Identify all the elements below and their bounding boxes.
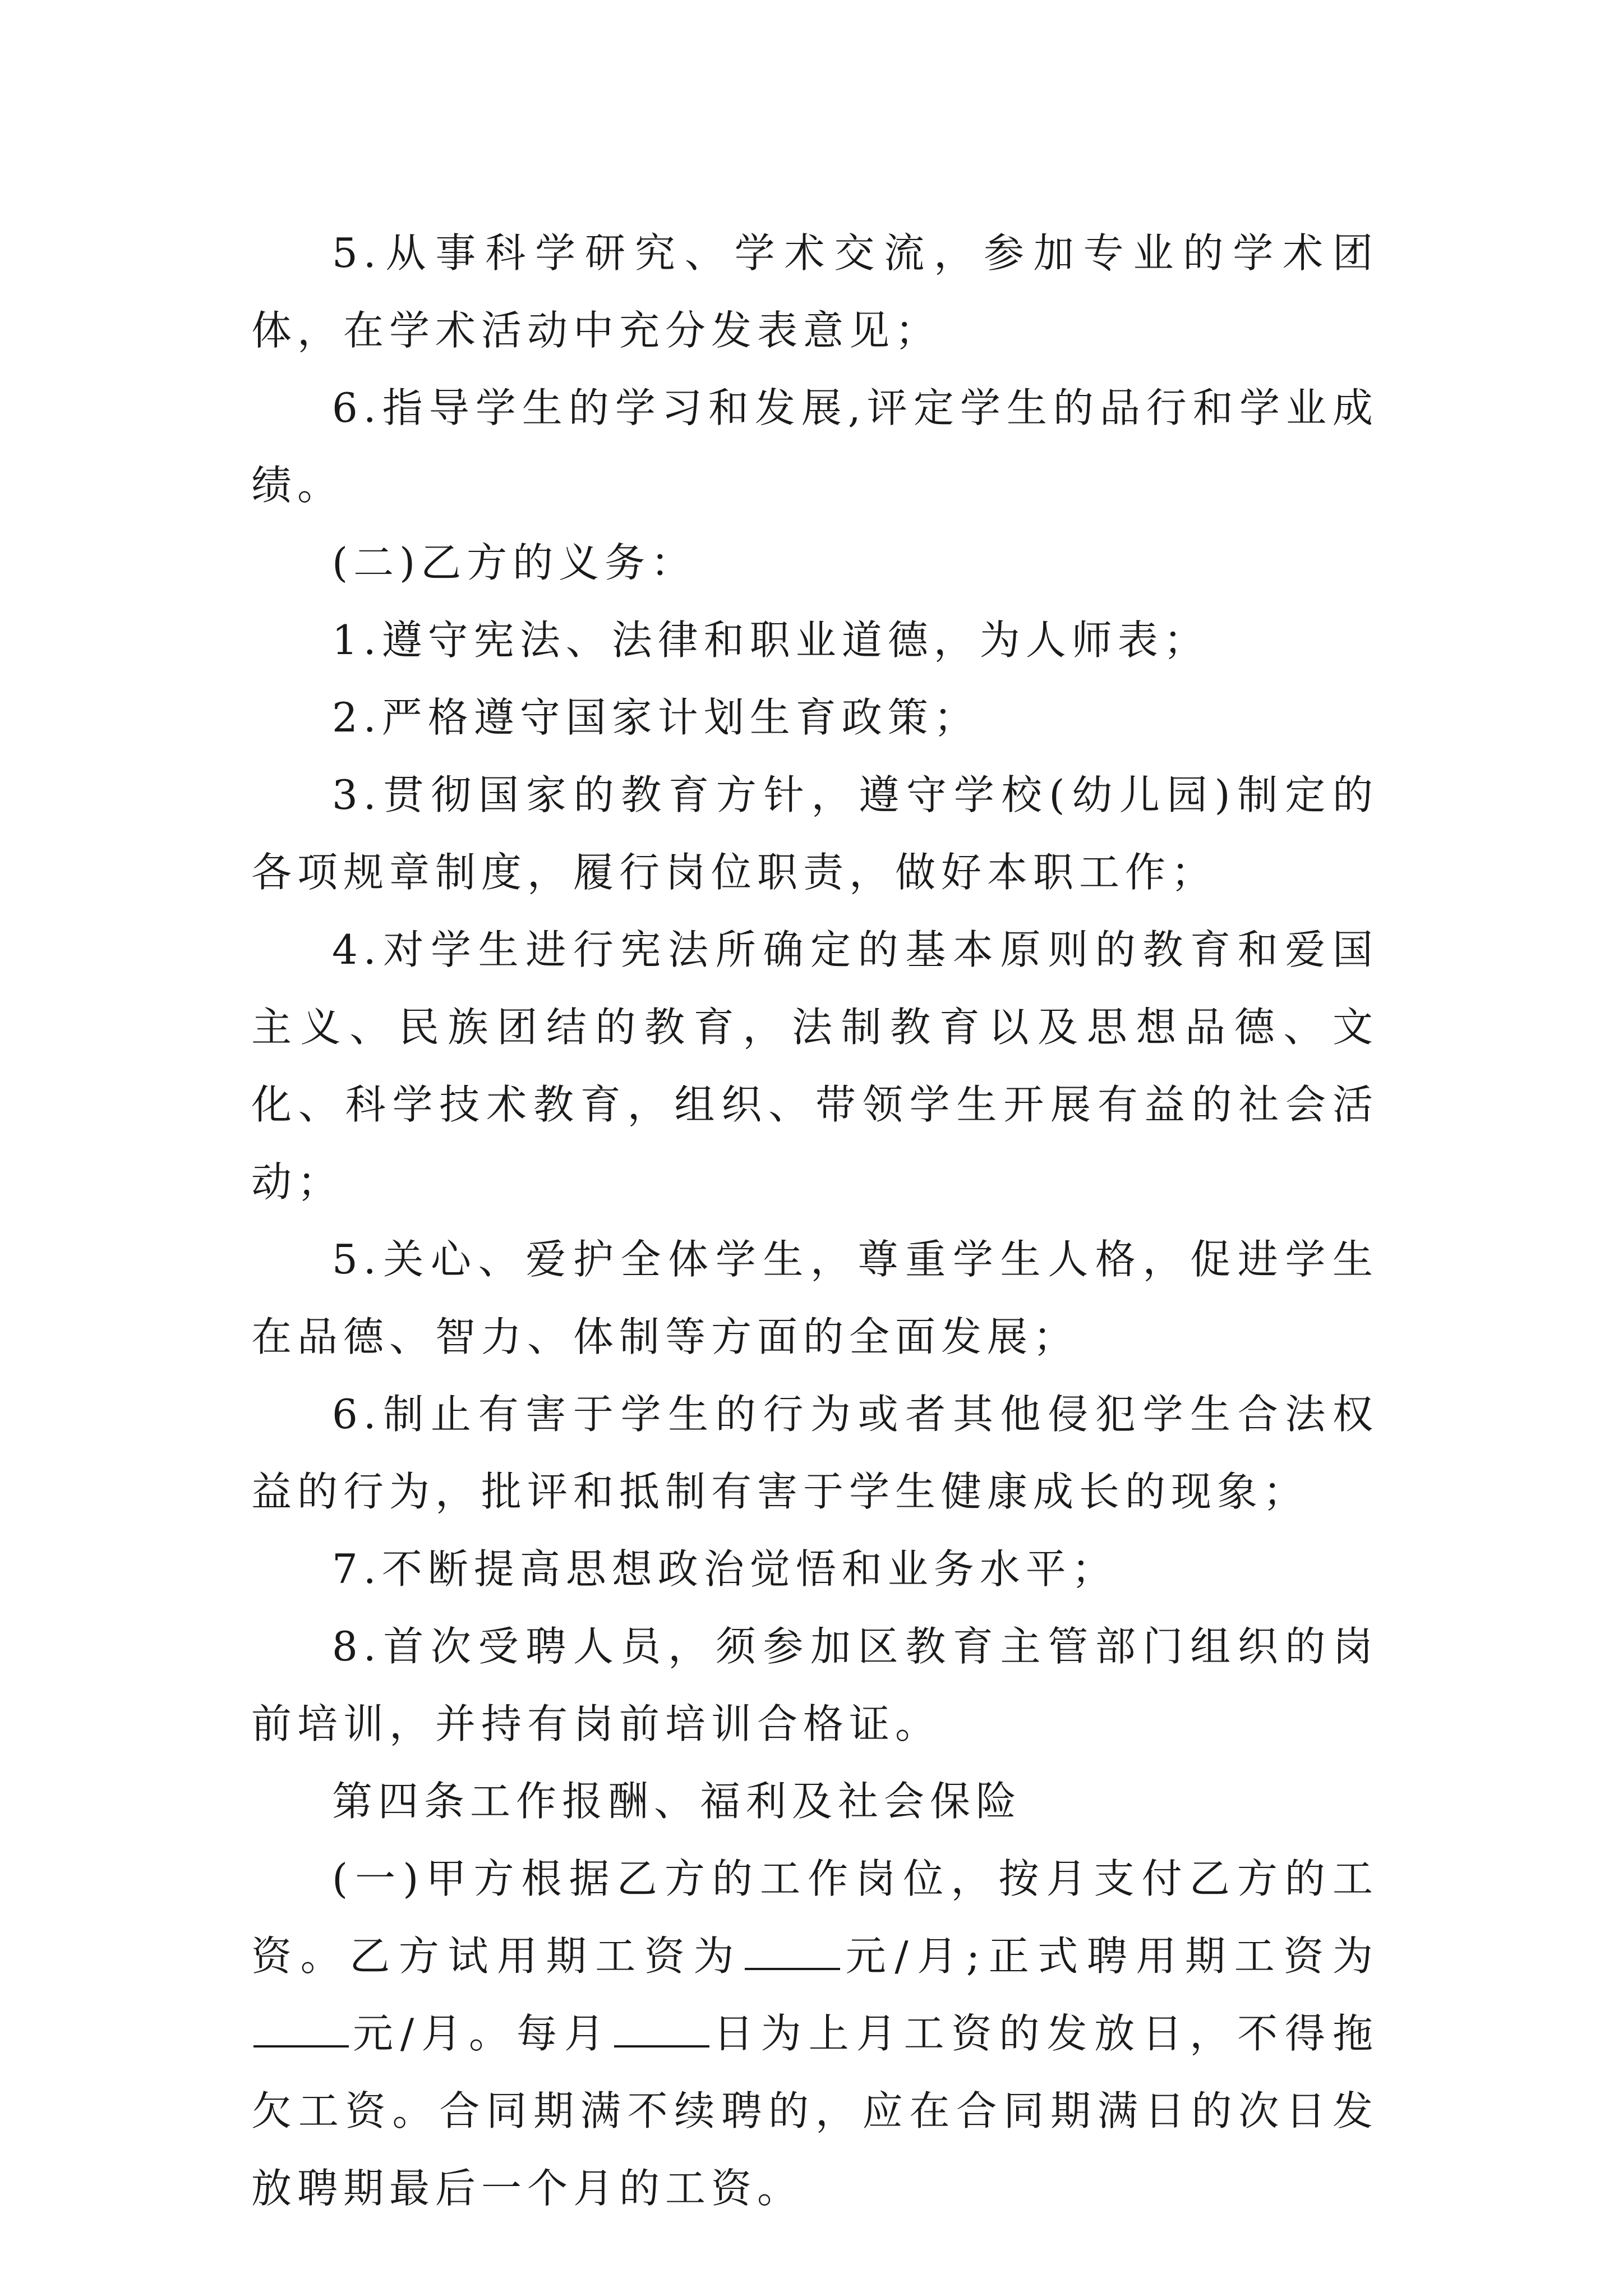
paragraph-obligation-8: 8.首次受聘人员，须参加区教育主管部门组织的岗前培训，并持有岗前培训合格证。 xyxy=(251,1623,1378,1747)
formal-salary-blank xyxy=(253,2012,349,2047)
paragraph-obligation-6: 6.制止有害于学生的行为或者其他侵犯学生合法权益的行为，批评和抵制有害于学生健康成长的现象； xyxy=(251,1391,1378,1515)
paragraph-obligation-1: 1.遵守宪法、法律和职业道德，为人师表； xyxy=(332,616,1210,664)
paragraph-right-research: 5.从事科学研究、学术交流，参加专业的学术团体，在学术活动中充分发表意见； xyxy=(251,229,1378,354)
article-heading-4: 第四条工作报酬、福利及社会保险 xyxy=(332,1778,1022,1825)
paragraph-right-guide-students: 6.指导学生的学习和发展,评定学生的品行和学业成绩。 xyxy=(251,384,1378,509)
trial-salary-blank xyxy=(745,1934,840,1970)
payday-blank xyxy=(614,2012,709,2047)
section-heading-obligations: (二)乙方的义务： xyxy=(332,539,697,586)
paragraph-obligation-3: 3.贯彻国家的教育方针，遵守学校(幼儿园)制定的各项规章制度，履行岗位职责，做好本职工作； xyxy=(251,771,1378,896)
paragraph-salary xyxy=(251,1840,1378,2227)
paragraph-obligation-5: 5.关心、爱护全体学生，尊重学生人格，促进学生在品德、智力、体制等方面的全面发展； xyxy=(251,1236,1378,1360)
salary-text-part4: 日为上月工资的发放日，不得拖欠工资。合同期满不续聘的，应在合同期满日的次日发放聘期最后一个月的工资。 xyxy=(251,2010,1378,2212)
salary-text-part3: 元/月。每月 xyxy=(351,2010,612,2057)
paragraph-obligation-2: 2.严格遵守国家计划生育政策； xyxy=(332,694,980,741)
paragraph-obligation-7: 7.不断提高思想政治觉悟和业务水平； xyxy=(332,1545,1118,1593)
salary-text-part1: (一)甲方根据乙方的工作岗位，按月支付乙方的工资。乙方试用期工资为 xyxy=(251,1855,1378,1980)
paragraph-obligation-4: 4.对学生进行宪法所确定的基本原则的教育和爱国主义、民族团结的教育，法制教育以及思想品德、文化、科学技术教育，组织、带领学生开展有益的社会活动； xyxy=(251,926,1378,1205)
document-body xyxy=(251,214,1378,2227)
salary-text-part2: 元/月;正式聘用期工资为 xyxy=(842,1932,1378,1980)
